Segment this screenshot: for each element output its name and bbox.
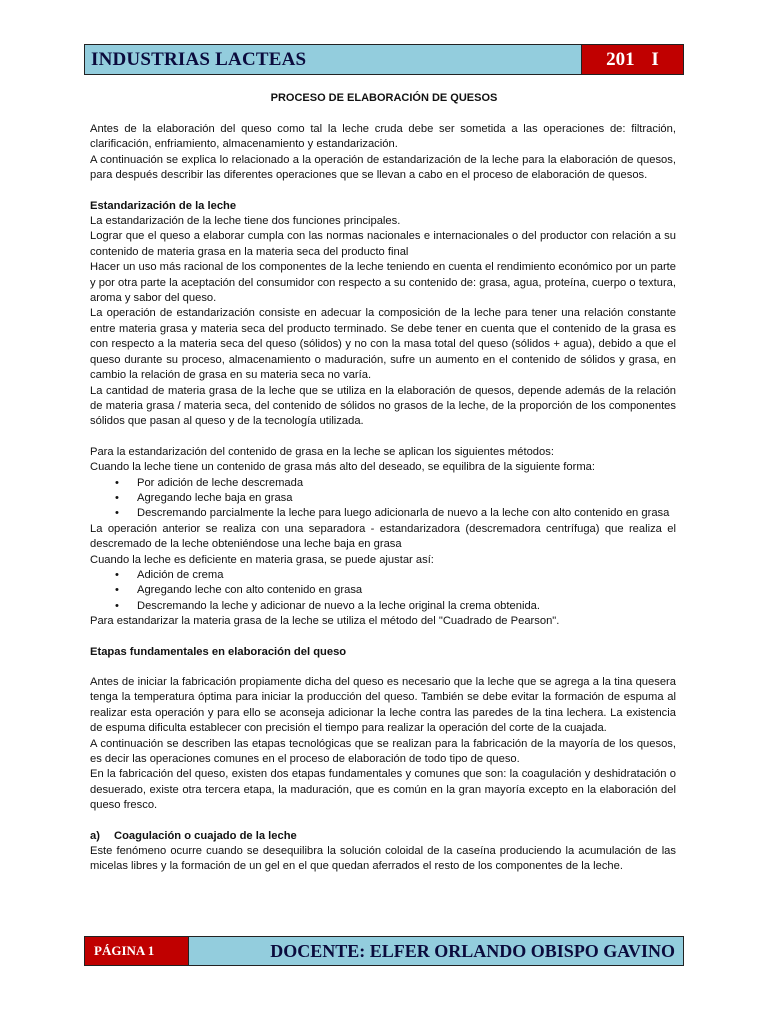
- high-fat-intro: Cuando la leche tiene un contenido de grasa más alto del deseado, se equilibra de la siguiente forma:: [90, 461, 596, 474]
- footer-bar: [84, 936, 684, 966]
- header-title: INDUSTRIAS LACTEAS: [85, 45, 581, 74]
- body-paragraph: Este fenómeno ocurre cuando se desequilibra la solución coloidal de la caseína produciendo la acumulación de las micelas libres y la formación de un gel en el que quedan aferrados el resto de los componentes de la leche.: [90, 845, 676, 873]
- intro-paragraph: Antes de la elaboración del queso como tal la leche cruda debe ser sometida a las operaciones de: filtración, clarificación, enfriamiento, almacenamiento y estandarización.: [90, 123, 676, 151]
- low-fat-list: [90, 568, 676, 614]
- body-paragraph: La operación de estandarización consiste en adecuar la composición de la leche para tener una relación constante entre materia grasa y materia seca del producto terminado. Se debe tener en cuenta que el contenido de la grasa es con respecto a la materia seca del queso (sólidos) y no con la masa total del queso (sólidos + agua), debido a que el queso durante su proceso, almacenamiento o maduración, sufre un aumento en el contenido de sólidos y grasa, en cambio la relación de grasa en su materia seca no varía.: [90, 307, 676, 382]
- header-bar: [84, 44, 684, 75]
- body-paragraph: A continuación se describen las etapas tecnológicas que se realizan para la fabricación de la mayoría de los quesos, es decir las operaciones comunes en el proceso de elaboración de todo tipo de queso.: [90, 737, 676, 766]
- body-paragraph: La estandarización de la leche tiene dos funciones principales.: [90, 215, 401, 228]
- body-paragraph: En la fabricación del queso, existen dos etapas fundamentales y comunes que son: la coagulación y deshidratación o desuerado, existe otra tercera etapa, la maduración, que es común en la gran mayoría excepto en la elaboración del queso fresco.: [90, 768, 676, 812]
- header-course-code: 201 I: [581, 45, 683, 74]
- methods-intro: Para la estandarización del contenido de grasa en la leche se aplican los siguientes métodos:: [90, 445, 554, 458]
- body-paragraph: Antes de iniciar la fabricación propiamente dicha del queso es necesario que la leche que se agrega a la tina quesera tenga la temperatura óptima para iniciar la producción del queso. También se debe evitar la formación de espuma al realizar esta operación y para ello se aconseja adicionar la leche contra las paredes de la tina lechera. La existencia de espuma dificulta establecer con precisión el tiempo para realizar la operación del corte de la cuajada.: [90, 676, 676, 735]
- document-body: [90, 122, 676, 875]
- low-fat-intro: Cuando la leche es deficiente en materia grasa, se puede ajustar así:: [90, 553, 434, 566]
- list-item: • Descremando la leche y adicionar de nuevo a la leche original la crema obtenida.: [137, 599, 676, 614]
- section-heading-etapas: Etapas fundamentales en elaboración del queso: [90, 645, 347, 658]
- body-paragraph: Hacer un uso más racional de los componentes de la leche teniendo en cuenta el rendimiento económico por un parte y por otra parte la aceptación del consumidor con respecto a su contenido de: grasa, agua, proteína, cuerpo o textura, aroma y sabor del queso.: [90, 261, 676, 305]
- teacher-name: DOCENTE: ELFER ORLANDO OBISPO GAVINO: [189, 937, 683, 965]
- pearson-note: Para estandarizar la materia grasa de la leche se utiliza el método del "Cuadrado de Pearson".: [90, 615, 560, 628]
- list-item: • Agregando leche con alto contenido en grasa: [137, 583, 676, 598]
- list-item: • Agregando leche baja en grasa: [137, 491, 676, 506]
- subsection-heading-coagulacion: [90, 829, 676, 844]
- list-item: • Por adición de leche descremada: [137, 476, 676, 491]
- high-fat-list: [90, 476, 676, 522]
- section-heading-estandarizacion: Estandarización de la leche: [90, 199, 237, 212]
- separator-note: La operación anterior se realiza con una separadora - estandarizadora (descremadora centrífuga) que realiza el descremado de la leche obteniéndose una leche baja en grasa: [90, 522, 676, 551]
- subsection-title: Coagulación o cuajado de la leche: [114, 829, 297, 842]
- page-number: PÁGINA 1: [85, 937, 189, 965]
- document-title: PROCESO DE ELABORACIÓN DE QUESOS: [270, 92, 498, 104]
- subsection-label: a): [90, 829, 100, 842]
- list-item: • Descremando parcialmente la leche para luego adicionarla de nuevo a la leche con alto contenido en grasa: [137, 506, 676, 521]
- list-item: • Adición de crema: [137, 568, 676, 583]
- intro-paragraph: A continuación se explica lo relacionado a la operación de estandarización de la leche para la elaboración de quesos, para después describir las diferentes operaciones que se llevan a cabo en el proceso de elaboración de quesos.: [90, 153, 676, 182]
- body-paragraph: Lograr que el queso a elaborar cumpla con las normas nacionales e internacionales o del productor con relación a su contenido de materia grasa en la materia seca del producto final: [90, 230, 676, 258]
- body-paragraph: La cantidad de materia grasa de la leche que se utiliza en la elaboración de quesos, depende además de la relación de materia grasa / materia seca, del contenido de sólidos no grasos de la leche, de la proporción de los componentes sólidos que pasan al queso y de la tecnología utilizada.: [90, 384, 676, 428]
